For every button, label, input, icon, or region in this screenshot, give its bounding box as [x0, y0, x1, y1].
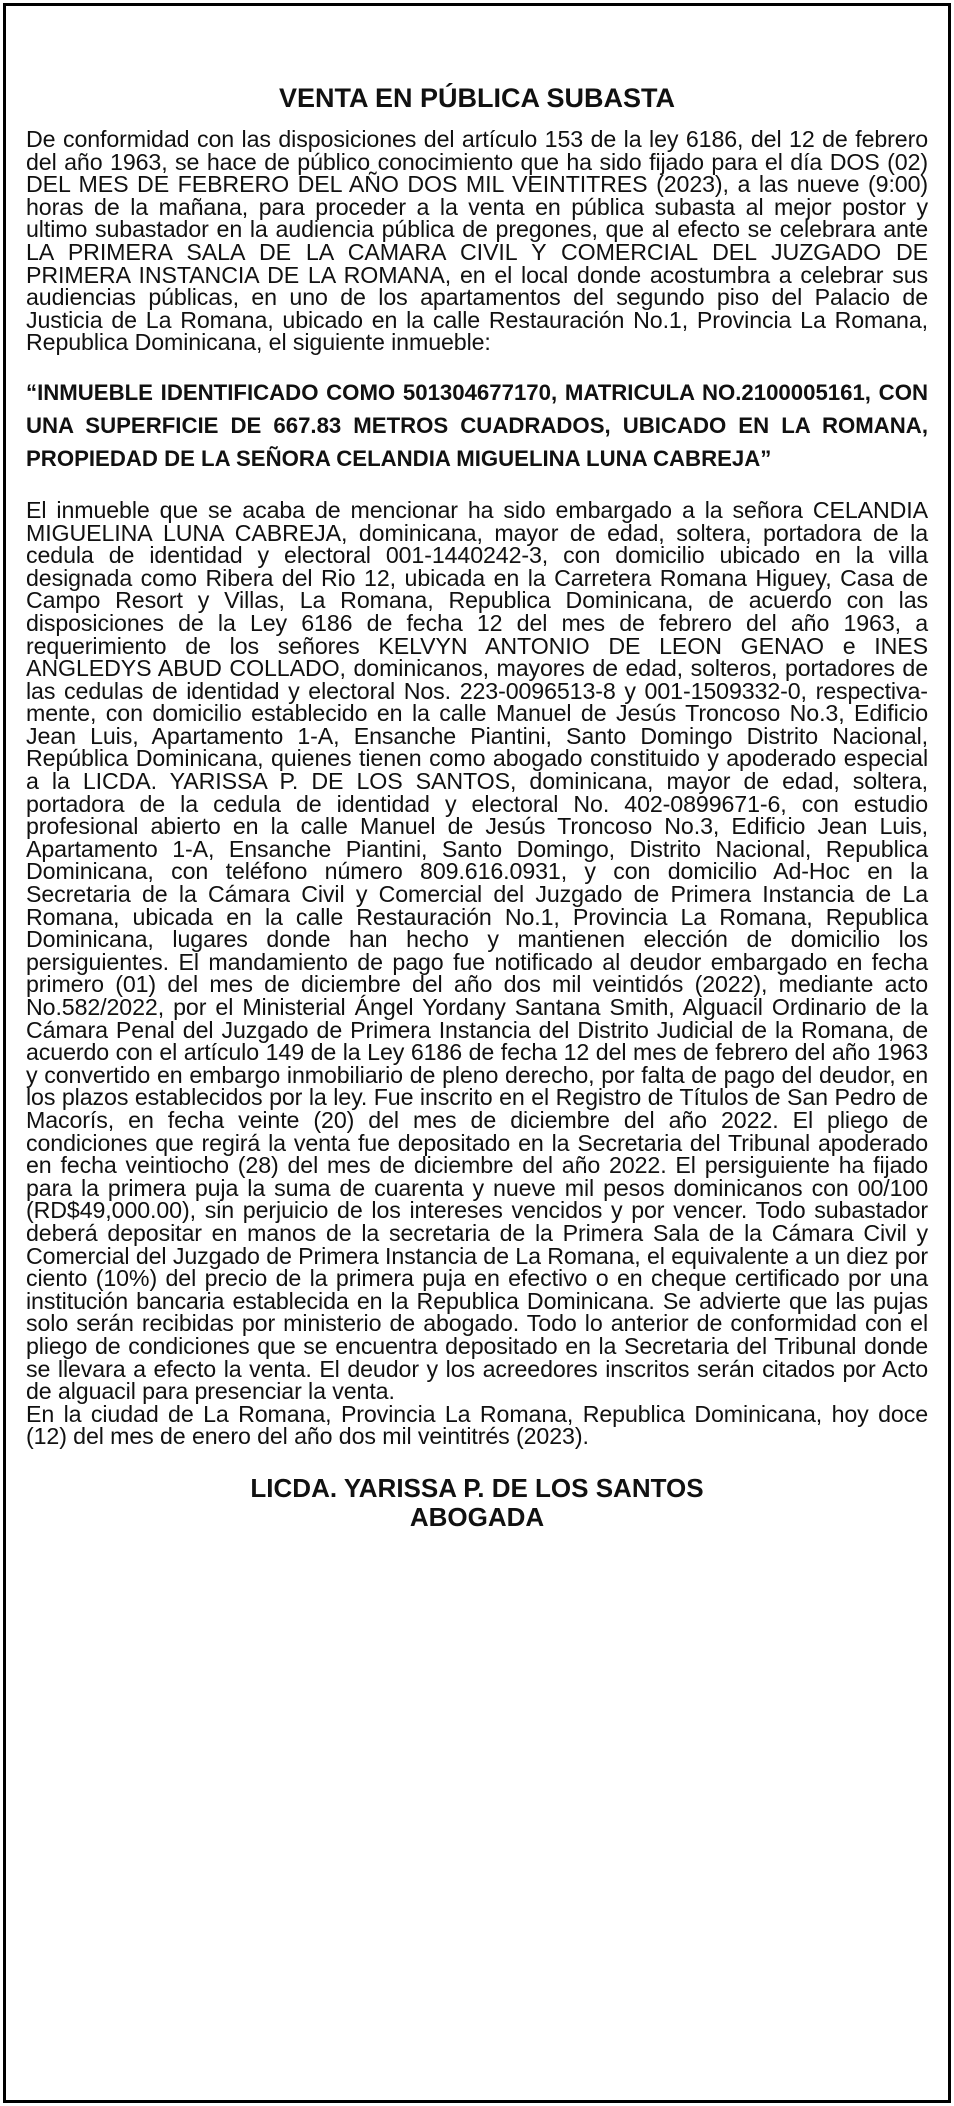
signature-role: ABOGADA — [409, 1501, 545, 1532]
signature-name: LICDA. YARISSA P. DE LOS SANTOS — [250, 1472, 704, 1503]
signature-block — [26, 1474, 928, 1532]
seizure-details-paragraph: El inmueble que se acaba de mencionar ha sido embargado a la señora CELANDIA MIGUELINA LUNA CABREJA, dominicana, mayor de edad, soltera, portadora de la cedula de identidad y electoral 001-1440242-3, con domicilio ubicado en la villa designada como Ribera del Rio 12, ubicada en la Carretera Romana Higuey, Casa de Campo Resort y Villas, La Romana, Republica Dominicana, de acuerdo con las disposiciones de la Ley 6186 de fecha 12 del mes de febrero del año 1963, a requerimiento de los señores KELVYN ANTONIO DE LEON GENAO e INES ANGLEDYS ABUD COLLADO, dominicanos, mayores de edad, solteros, portadores de las cedulas de identidad y electoral Nos. 223-0096513-8 y 001-1509332-0, respectivamente, con domicilio establecido en la calle Manuel de Jesús Troncoso No.3, Edificio Jean Luis, Apartamento 1-A, Ensanche Piantini, Santo Domingo Distrito Nacional, República Dominicana, quienes tienen como abogado constituido y apoderado especial a la LICDA. YARISSA P. DE LOS SANTOS, dominicana, mayor de edad, soltera, portadora de la cedula de identidad y electoral No. 402-0899671-6, con estudio profesional abierto en la calle Manuel de Jesús Troncoso No.3, Edificio Jean Luis, Apartamento 1-A, Ensanche Piantini, Santo Domingo, Distrito Nacional, Republica Dominicana, con teléfono número 809.616.0931, y con domicilio Ad-Hoc en la Secretaria de la Cámara Civil y Comercial del Juzgado de Primera Instancia de La Romana, ubicada en la calle Restauración No.1, Provincia La Romana, Republica Dominicana, lugares donde han hecho y mantienen elección de domicilio los persiguientes. El mandamiento de pago fue notificado al deudor embargado en fecha primero (01) del mes de diciembre del año dos mil veintidós (2022), mediante acto No.582/2022, por el Ministerial Ángel Yordany Santana Smith, Alguacil Ordinario de la Cámara Penal del Juzgado de Primera Instancia del Distrito Judicial de la Romana, de acuerdo con el artículo 149 de la Ley 6186 de fecha 12 del mes de febrero del año 1963 y convertido en embargo inmobiliario de pleno derecho, por falta de pago del deudor, en los plazos establecidos por la ley. Fue inscrito en el Registro de Títulos de San Pedro de Macorís, en fecha veinte (20) del mes de diciembre del año 2022. El pliego de condiciones que regirá la venta fue depositado en la Secretaria del Tribunal apoderado en fecha veintiocho (28) del mes de diciembre del año 2022. El persiguiente ha fijado para la primera puja la suma de cuarenta y nueve mil pesos dominicanos con 00/100 (RD$49,000.00), sin perjuicio de los intereses vencidos y por vencer. Todo subastador deberá depositar en manos de la secretaria de la Primera Sala de la Cámara Civil y Comercial del Juzgado de Primera Instancia de La Romana, el equivalente a un diez por ciento (10%) del precio de la primera puja en efectivo o en cheque certificado por una institución bancaria establecida en la Republica Dominicana. Se advierte que las pujas solo serán recibidas por ministerio de abogado. Todo lo anterior de conformidad con el pliego de condiciones que se encuentra depositado en la Secretaria del Tribunal donde se llevara a efecto la venta. El deudor y los acreedores inscritos serán citados por Acto de alguacil para presenciar la venta. — [26, 496, 928, 1405]
closing-paragraph: En la ciudad de La Romana, Provincia La Romana, Republica Dominicana, hoy doce (12) del mes de enero del año dos mil veintitrés (2023). — [26, 1400, 928, 1450]
intro-paragraph: De conformidad con las disposiciones del artículo 153 de la ley 6186, del 12 de febrero del año 1963, se hace de público conocimiento que ha sido fijado para el día DOS (02) DEL MES DE FEBRERO DEL AÑO DOS MIL VEINTITRES (2023), a las nueve (9:00) horas de la mañana, para proceder a la venta en pública subasta al mejor postor y ultimo subastador en la audiencia pública de pregones, que al efecto se celebrara ante LA PRIMERA SALA DE LA CAMARA CIVIL Y COMERCIAL DEL JUZGADO DE PRIMERA INSTANCIA DE LA ROMANA, en el local donde acostumbra a celebrar sus audiencias públicas, en uno de los apartamentos del segundo piso del Palacio de Justicia de La Romana, ubicado en la calle Restauración No.1, Provincia La Romana, Republica Dominicana, el siguiente inmueble: — [26, 126, 928, 356]
notice-content — [26, 6, 928, 1532]
notice-title: VENTA EN PÚBLICA SUBASTA — [278, 83, 675, 113]
property-description: “INMUEBLE IDENTIFICADO COMO 501304677170, MATRICULA NO.2100005161, CON UNA SUPERFICIE DE 667.83 METROS CUADRADOS, UBICADO EN LA ROMANA, PROPIEDAD DE LA SEÑORA CELANDIA MIGUELINA LUNA CABREJA” — [26, 379, 928, 471]
notice-frame — [3, 3, 951, 2103]
